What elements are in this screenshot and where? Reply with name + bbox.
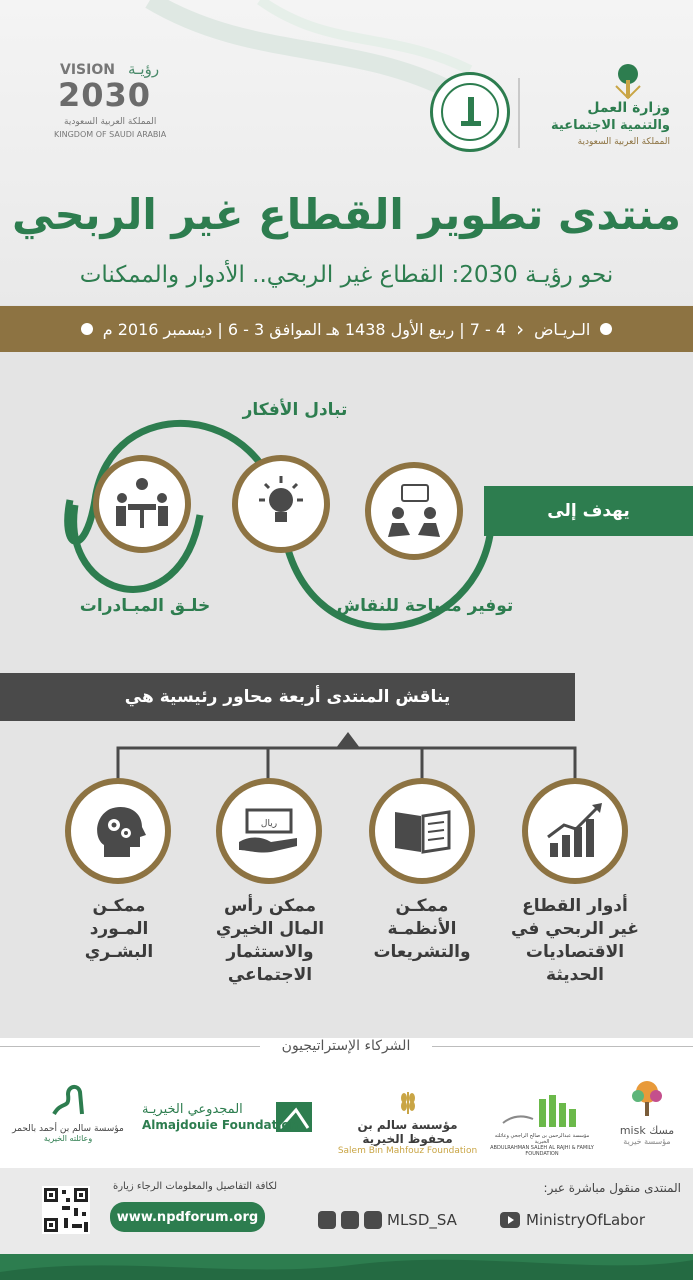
partner-bahamr (8, 1080, 128, 1160)
topic-label-line: المال الخيري (215, 918, 325, 939)
event-dates: 4 - 7 | ربيع الأول 1438 هـ الموافق 3 - 6 | ديسمبر 2016 م (102, 319, 507, 339)
topic-label-capital (205, 895, 335, 987)
visit-info-text: لكافة التفاصيل والمعلومات الرجاء زيارة (112, 1181, 278, 1192)
dot-icon (600, 323, 612, 335)
ministry-logo (530, 60, 680, 160)
partners-section (0, 1038, 693, 1168)
rajhi-text-en: ABDULRAHMAN SALEH AL RAJHI & FAMILY FOUNDATION (490, 1145, 594, 1157)
rajhi-text-ar: مؤسسة عبدالرحمن بن صالح الراجحي وعائلته الخيرية (494, 1133, 590, 1145)
wheat-icon (398, 1088, 418, 1114)
misk-sub: مؤسسة خيرية (623, 1137, 671, 1146)
vision-year: 2030 (58, 76, 152, 114)
topic-label-line: الحديثة (546, 964, 604, 985)
partners-heading: الشركاء الإستراتيجيون (260, 1038, 432, 1054)
bahamr-calligraphy-icon (48, 1080, 88, 1120)
discussion-icon (384, 481, 444, 541)
topic-label-roles (505, 895, 645, 987)
social-links[interactable] (318, 1211, 457, 1229)
instagram-icon[interactable] (364, 1211, 382, 1229)
topic-label-human (60, 895, 178, 964)
header (0, 0, 693, 305)
social-handle: MLSD_SA (387, 1211, 457, 1229)
vision-2030-logo (50, 62, 180, 147)
topic-label-line: أدوار القطاع (522, 896, 628, 916)
youtube-link[interactable] (500, 1211, 645, 1229)
footer-decoration (0, 1254, 693, 1280)
aims-tab: يهدف إلى (484, 486, 693, 536)
live-broadcast-text: المنتدى منقول مباشرة عبر: (543, 1181, 681, 1195)
youtube-icon (500, 1212, 520, 1228)
topics-banner: يناقش المنتدى أربعة محاور رئيسية هي (0, 673, 575, 721)
qr-code-icon[interactable] (42, 1186, 90, 1234)
ministry-line2: والتنمية الاجتماعية (551, 118, 670, 133)
topic-circle-capital (216, 778, 322, 884)
vision-kingdom-ar: المملكة العربية السعودية (64, 117, 157, 127)
aim-circle-initiatives (93, 455, 191, 553)
ministry-line3: المملكة العربية السعودية (577, 137, 670, 147)
aim-circle-discussion (365, 462, 463, 560)
partner-mahfouz (335, 1088, 480, 1158)
sub-title: نحو رؤيـة 2030: القطاع غير الربحي.. الأدوار والممكنات (79, 262, 614, 288)
topic-label-line: الأنظمـة (387, 918, 457, 939)
footer (0, 1168, 693, 1280)
money-note-text: ريال (260, 819, 278, 829)
aim-label-initiatives: خلـق المبـادرات (79, 596, 211, 616)
book-icon (391, 806, 453, 856)
ministry-line1: وزارة العمل (587, 100, 670, 116)
aim-label-discussion: توفير مساحة للنقاش (336, 596, 514, 616)
rajhi-bars-icon (499, 1093, 585, 1129)
topic-label-line: الاقتصاديات (525, 941, 625, 962)
almajdouie-text-en: Almajdouie Foundation (142, 1118, 299, 1132)
youtube-handle: MinistryOfLabor (526, 1211, 646, 1229)
mahfouz-text-en: Salem Bin Mahfouz Foundation (337, 1146, 478, 1156)
partner-almajdouie (140, 1100, 320, 1150)
growth-chart-icon (544, 803, 606, 859)
bahamr-sub: وعائلته الخيرية (43, 1134, 93, 1143)
event-bar (0, 306, 693, 352)
vision-ar-text: رؤيـة (128, 60, 160, 78)
meeting-icon (112, 474, 172, 534)
head-gears-icon (90, 803, 146, 859)
topic-label-line: والاستثمار (226, 941, 314, 962)
mahfouz-text-ar: مؤسسة سالم بن محفوظ الخيرية (357, 1118, 458, 1146)
vision-text: VISION (60, 62, 115, 78)
tower-icon (457, 95, 485, 129)
aim-label-ideas: تبادل الأفكار (242, 400, 348, 420)
vision-kingdom-en: KINGDOM OF SAUDI ARABIA (54, 130, 167, 139)
topic-label-line: المـورد (89, 918, 149, 939)
topic-circle-roles (522, 778, 628, 884)
topic-label-line: غير الربحي في (511, 918, 639, 939)
main-title: منتدى تطوير القطاع غير الربحي (11, 190, 681, 239)
partner-rajhi (487, 1093, 597, 1163)
topic-label-line: الاجتماعي (227, 964, 313, 985)
misk-tree-icon (626, 1078, 668, 1120)
misk-text: misk مسك (619, 1124, 675, 1137)
topic-label-line: ممكـن (395, 896, 449, 916)
almajdouie-text-ar: المجدوعي الخيريـة (142, 1102, 243, 1117)
lightbulb-icon (251, 474, 311, 534)
twitter-icon[interactable] (341, 1211, 359, 1229)
topic-label-line: والتشريعات (373, 941, 471, 962)
topic-label-line: البشـري (84, 941, 154, 962)
topic-label-legislation (357, 895, 487, 964)
topic-circle-human (65, 778, 171, 884)
chevron-left-icon: ‹ (516, 317, 525, 341)
event-city: الـريـاض (534, 319, 591, 339)
dot-icon (81, 323, 93, 335)
money-hand-icon (237, 806, 301, 856)
bahamr-text: مؤسسة سالم بن أحمد بالحمر (12, 1124, 124, 1134)
partner-misk (612, 1078, 682, 1158)
aim-circle-ideas (232, 455, 330, 553)
university-seal-logo (430, 72, 510, 152)
topic-circle-legislation (369, 778, 475, 884)
topic-label-line: ممكـن (92, 896, 146, 916)
topic-label-line: ممكن رأس (223, 896, 317, 916)
website-link[interactable]: www.npdforum.org (110, 1202, 265, 1232)
logo-divider (518, 78, 520, 148)
palm-icon (608, 60, 648, 100)
snapchat-icon[interactable] (318, 1211, 336, 1229)
